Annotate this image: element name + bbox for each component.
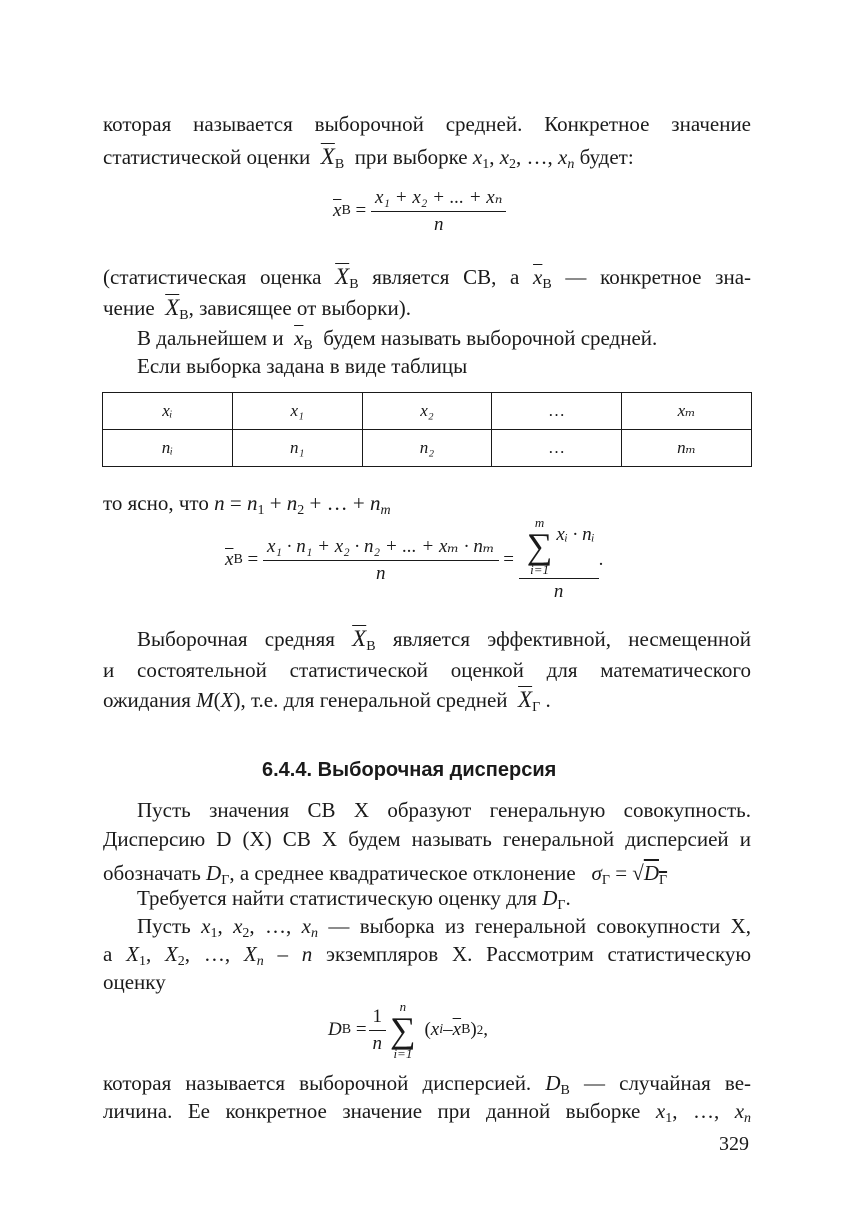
table-cell: x₂ <box>362 393 492 430</box>
body-line: Выборочная средняя $\overline{X}_В$ является эффективной, несмещенной <box>137 626 751 654</box>
table-row <box>103 430 752 467</box>
table-cell: nᵢ <box>103 430 233 467</box>
page-number: 329 <box>719 1133 749 1155</box>
table-cell: x₁ <box>232 393 362 430</box>
body-line: ожидания M(X), т.е. для генеральной средней $\overline{X}_Г$ . <box>103 687 551 715</box>
formula-weighted-mean: $\overline{x}$ В = $\frac{\text{x₁ · n₁ + x₂ · n₂ + ... + xₘ · nₘ}}{n}$ = m ∑ i=1 xᵢ · nᵢ n . <box>225 515 604 602</box>
body-line: а $X_1$, $X_2$, …, $X_n$ – n экземпляров X. Рассмотрим статистическую <box>103 942 752 969</box>
formula-sample-mean: $\overline{x}$ В = $\frac{\text{x₁ + x₂ + ... + xₙ}}{n}$ <box>333 186 506 236</box>
body-line: Требуется найти статистическую оценку для $D_Г$. <box>137 886 571 913</box>
body-line: В дальнейшем и $\overline{x}_В$ будем называть выборочной средней. <box>137 326 658 353</box>
formula-numerator: x₁ · n₁ + x₂ · n₂ + ... + xₘ · nₘ <box>263 535 499 561</box>
body-line: Если выборка задана в виде таблицы <box>137 354 468 378</box>
body-line: личина. Ее конкретное значение при данной выборке $x_1$, …, $x_n$ <box>103 1099 752 1126</box>
table-cell: … <box>492 430 622 467</box>
body-line: то ясно, что $n = n_1 + n_2$ + … + $n_m$ <box>103 491 391 518</box>
sum-lower-limit: i=1 <box>530 562 549 577</box>
body-line: которая называется выборочной средней. Конкретное значение <box>103 112 751 136</box>
section-heading: 6.4.4. Выборочная дисперсия <box>262 759 557 781</box>
sum-term: xᵢ · nᵢ <box>556 524 595 545</box>
sum-upper-limit: n <box>399 999 407 1014</box>
formula-denominator: n <box>433 214 444 235</box>
table-cell: … <box>492 393 622 430</box>
formula-denominator: n <box>376 562 386 584</box>
sample-table <box>102 392 752 467</box>
table-cell: xᵢ <box>103 393 233 430</box>
body-line: Пусть значения СВ X образуют генеральную совокупность. <box>137 798 751 822</box>
body-line: обозначать $D_Г$, а среднее квадратическое отклонение $\sigma_Г = √D_Г$ <box>103 861 668 888</box>
body-line: и состоятельной статистической оценкой для математического <box>103 658 751 682</box>
body-line: Дисперсию D (X) СВ X будем называть генеральной дисперсией и <box>103 827 751 851</box>
sum-lower-limit: i=1 <box>393 1046 413 1061</box>
formula-numerator: x₁ + x₂ + ... + xₙ <box>371 186 506 212</box>
body-line: Пусть $x_1$, $x_2$, …, $x_n$ — выборка из генеральной совокупности X, <box>137 914 752 941</box>
body-line: чение $\overline{X}_В$, зависящее от выборки). <box>103 295 411 323</box>
table-cell: nₘ <box>622 430 752 467</box>
body-line: которая называется выборочной дисперсией. $D_В$ — случайная ве- <box>103 1071 752 1098</box>
table-row <box>103 393 752 430</box>
sum-upper-limit: m <box>534 515 545 530</box>
formula-sample-variance: D В = $\frac{1}{n}$ n ∑ i=1 ( x i – $\overline{x}$ В ) 2 , <box>328 999 488 1061</box>
body-line: оценку <box>103 970 166 994</box>
table-cell: n₂ <box>362 430 492 467</box>
body-line: статистической оценки $\overline{X}_В$ при выборке $x_1$, $x_2$, …, $x_n$ будет: <box>103 144 634 172</box>
body-line: (статистическая оценка $\overline{X}_В$ является СВ, а $\overline{x}_В$ — конкретное зна- <box>103 264 752 292</box>
table-cell: xₘ <box>622 393 752 430</box>
table-cell: n₁ <box>232 430 362 467</box>
